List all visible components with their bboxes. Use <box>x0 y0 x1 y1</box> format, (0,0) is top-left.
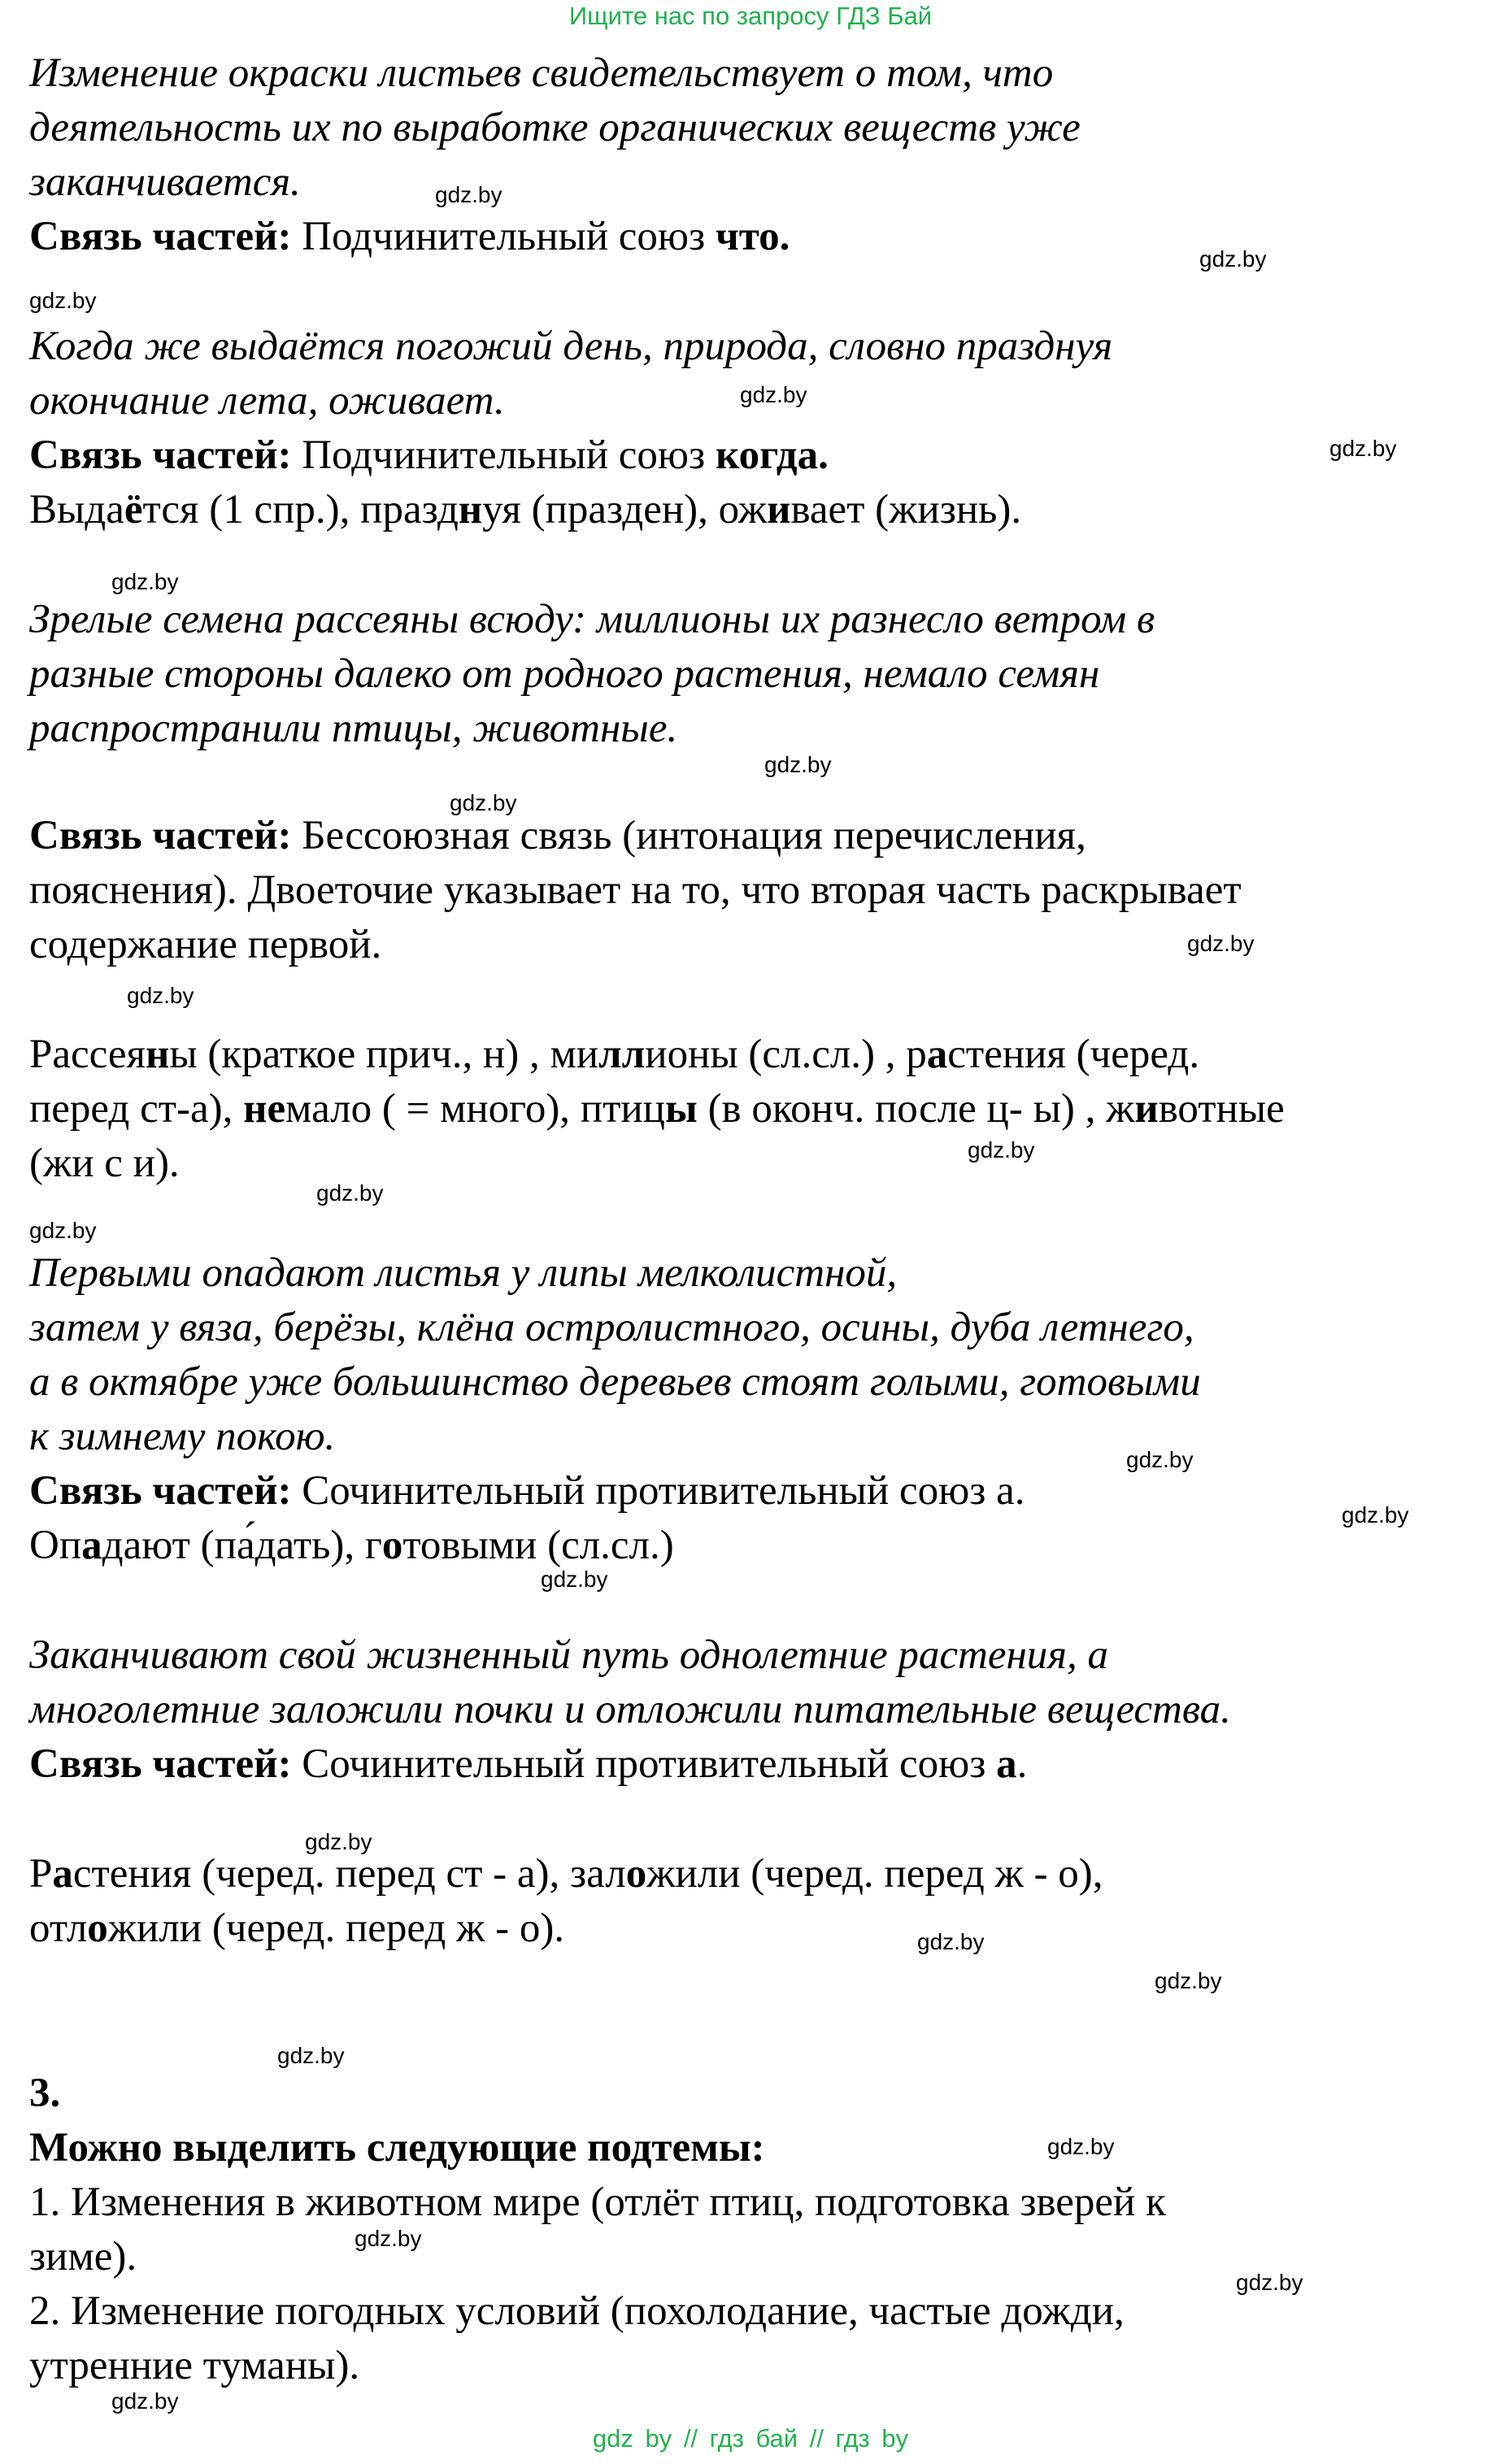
link-text: Сочинительный противительный союз <box>291 1741 997 1787</box>
watermark: gdz.by <box>355 2226 422 2251</box>
highlight: о <box>87 1906 108 1951</box>
link-word: когда. <box>715 432 829 478</box>
text: Рассея <box>29 1032 146 1077</box>
watermark: gdz.by <box>29 1218 97 1243</box>
sentence-5-orthography-1 <box>29 1849 1103 1898</box>
sentence-4-link <box>29 1467 1025 1515</box>
watermark: gdz.by <box>917 1929 985 1954</box>
link-text: Бессоюзная связь (интонация перечисления, <box>291 813 1086 858</box>
watermark: gdz.by <box>111 569 179 594</box>
text: ы (краткое прич., н) , ми <box>169 1032 599 1077</box>
sentence-2-orthography <box>29 485 1021 534</box>
text: Оп <box>29 1523 82 1568</box>
sentence-1-link <box>29 212 790 261</box>
link-label: Связь частей: <box>29 1468 292 1514</box>
sentence-3-link-line-2: пояснения). Двоеточие указывает на то, что вторая часть раскрывает <box>29 867 1242 913</box>
sentence-2-line-2: окончание лета, оживает. <box>29 378 505 424</box>
sentence-3-line-2: разные стороны далеко от родного растения, немало семян <box>29 651 1100 697</box>
subtopic-1-line-1: 1. Изменения в животном мире (отлёт птиц, подготовка зверей к <box>29 2179 1166 2225</box>
sentence-3-link-line-3: содержание первой. <box>29 922 382 967</box>
text: тся (1 спр.), празд <box>142 487 459 532</box>
watermark: gdz.by <box>111 2388 179 2414</box>
subtopics-heading: Можно выделить следующие подтемы: <box>29 2125 765 2171</box>
sentence-3-orthography-1 <box>29 1030 1199 1079</box>
task-number: 3. <box>29 2071 61 2116</box>
highlight: ы <box>664 1086 698 1132</box>
watermark: gdz.by <box>968 1137 1035 1162</box>
text: уя (празден), ож <box>482 487 768 532</box>
highlight: н <box>146 1032 170 1077</box>
highlight: н <box>458 487 483 532</box>
highlight: не <box>243 1086 286 1132</box>
watermark: gdz.by <box>764 752 832 777</box>
watermark: gdz.by <box>1329 436 1397 461</box>
link-text: Подчинительный союз <box>291 432 716 478</box>
link-end: . <box>1016 1741 1028 1787</box>
sentence-1-line-1: Изменение окраски листьев свидетельствует о том, что <box>29 50 1054 96</box>
text: вотные <box>1158 1086 1285 1132</box>
highlight: лл <box>598 1032 646 1077</box>
header-banner: Ищите нас по запросу ГДЗ Бай <box>568 2 933 30</box>
highlight: и <box>1134 1086 1159 1132</box>
text: жили (черед. перед ж - о), <box>646 1851 1103 1897</box>
link-label: Связь частей: <box>29 214 292 259</box>
watermark: gdz.by <box>305 1829 372 1854</box>
subtopic-1-line-2: зиме). <box>29 2234 137 2279</box>
highlight: о <box>625 1851 647 1897</box>
highlight: и <box>767 487 791 532</box>
sentence-5-line-1: Заканчивают свой жизненный путь однолетние растения, а <box>29 1632 1108 1678</box>
sentence-1-line-2: деятельность их по выработке органических веществ уже <box>29 105 1081 150</box>
text: (в оконч. после ц- ы) , ж <box>697 1086 1135 1132</box>
text: перед ст-а), <box>29 1086 244 1132</box>
text: вает (жизнь). <box>790 487 1022 532</box>
text: стения (черед. перед ст - а), зал <box>72 1851 626 1897</box>
watermark: gdz.by <box>740 382 807 407</box>
sentence-5-line-2: многолетние заложили почки и отложили питательные вещества. <box>29 1687 1231 1732</box>
link-word: что. <box>715 214 790 259</box>
footer-banner: gdz by // гдз бай // гдз by <box>592 2424 909 2453</box>
watermark: gdz.by <box>316 1180 384 1206</box>
sentence-4-line-3: а в октябре уже большинство деревьев стоят голыми, готовыми <box>29 1359 1201 1405</box>
watermark: gdz.by <box>1155 1968 1222 1993</box>
sentence-3-line-1: Зрелые семена рассеяны всюду: миллионы их разнесло ветром в <box>29 597 1155 642</box>
sentence-5-orthography-2 <box>29 1904 564 1953</box>
watermark: gdz.by <box>1342 1502 1409 1528</box>
sentence-2-link <box>29 431 829 480</box>
sentence-3-line-3: распространили птицы, животные. <box>29 706 678 751</box>
text: Р <box>29 1851 53 1897</box>
watermark: gdz.by <box>1199 246 1267 272</box>
subtopic-2-line-1: 2. Изменение погодных условий (похолодание, частые дожди, <box>29 2288 1125 2334</box>
sentence-3-link-line-1 <box>29 811 1086 860</box>
link-label: Связь частей: <box>29 1741 292 1787</box>
link-text: Сочинительный противительный союз а. <box>291 1468 1025 1514</box>
sentence-4-orthography <box>29 1521 674 1570</box>
text: Выда <box>29 487 124 532</box>
text: отл <box>29 1906 88 1951</box>
highlight: а <box>81 1523 102 1568</box>
watermark: gdz.by <box>277 2043 345 2068</box>
sentence-3-orthography-3: (жи с и). <box>29 1141 180 1186</box>
link-word: а <box>996 1741 1017 1787</box>
text: жили (черед. перед ж - о). <box>107 1906 565 1951</box>
highlight: ё <box>124 487 143 532</box>
sentence-5-link <box>29 1740 1027 1788</box>
highlight: о <box>381 1523 403 1568</box>
text: мало ( = много), птиц <box>285 1086 665 1132</box>
watermark: gdz.by <box>1047 2134 1115 2159</box>
watermark: gdz.by <box>29 288 97 313</box>
highlight: а <box>52 1851 73 1897</box>
sentence-4-line-2: затем у вяза, берёзы, клёна остролистного, осины, дуба летнего, <box>29 1305 1194 1350</box>
subtopic-2-line-2: утренние туманы). <box>29 2343 360 2388</box>
link-label: Связь частей: <box>29 813 292 858</box>
text: дают (па́дать), г <box>102 1523 382 1568</box>
watermark: gdz.by <box>450 790 517 815</box>
watermark: gdz.by <box>541 1567 608 1592</box>
link-text: Подчинительный союз <box>291 214 716 259</box>
text: ионы (сл.сл.) , р <box>645 1032 927 1077</box>
link-label: Связь частей: <box>29 432 292 478</box>
sentence-1-line-3: заканчивается. <box>29 159 301 205</box>
watermark: gdz.by <box>435 182 503 207</box>
highlight: а <box>926 1032 948 1077</box>
sentence-2-line-1: Когда же выдаётся погожий день, природа, словно празднуя <box>29 324 1113 369</box>
watermark: gdz.by <box>127 983 194 1008</box>
sentence-4-line-1: Первыми опадают листья у липы мелколистной, <box>29 1250 898 1296</box>
watermark: gdz.by <box>1126 1447 1194 1472</box>
text: товыми (сл.сл.) <box>402 1523 674 1568</box>
watermark: gdz.by <box>1236 2270 1303 2295</box>
sentence-3-orthography-2 <box>29 1084 1285 1133</box>
sentence-4-line-4: к зимнему покою. <box>29 1414 336 1459</box>
watermark: gdz.by <box>1187 931 1255 956</box>
text: стения (черед. <box>947 1032 1200 1077</box>
